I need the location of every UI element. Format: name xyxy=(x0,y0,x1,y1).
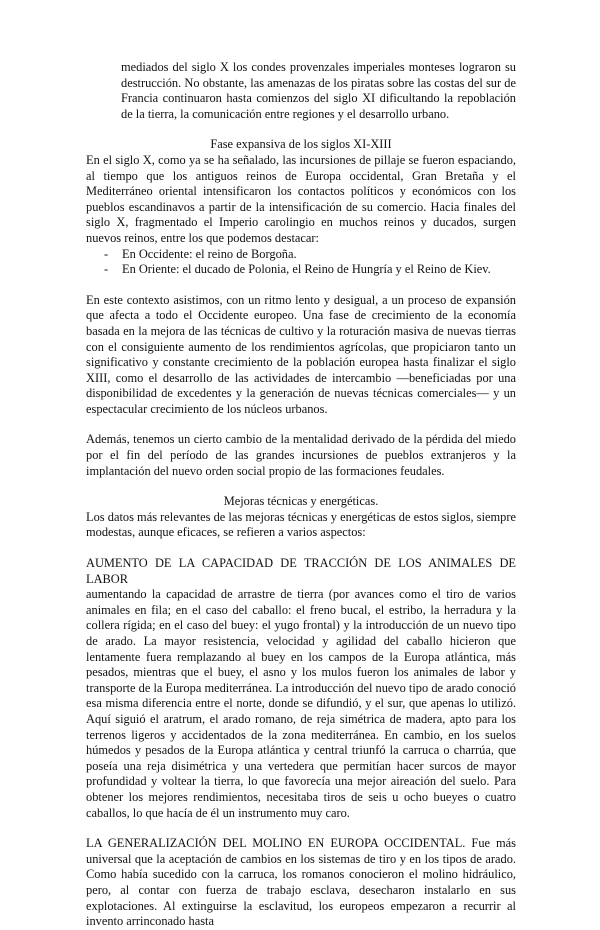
paragraph-mejoras-intro: Los datos más relevantes de las mejoras técnicas y energéticas de estos siglos, siempre modestas, aunque eficaces, se refieren a varios aspectos: xyxy=(86,509,516,540)
spacer xyxy=(86,417,516,432)
paragraph-mentalidad: Además, tenemos un cierto cambio de la mentalidad derivado de la pérdida del miedo por el fin del período de las grandes incursiones de pueblos extranjeros y la implantación del nuevo orden social propio de las formaciones feudales. xyxy=(86,432,516,478)
dash-bullet: - xyxy=(104,246,109,261)
paragraph-molino-text: Fue más universal que la aceptación de cambios en los sistemas de tiro y en los tipos de arado. Como había sucedido con la carruca, los romanos conocieron el molino hidráulico, pero, al contar con fuerza de trabajo esclava, desecharon instalarlo en sus explotaciones. Al extinguirse la esclavitud, los europeos empezaron a recurrir al invento arrinconado hasta xyxy=(86,836,516,929)
paragraph-siglo-x: En el siglo X, como ya se ha señalado, las incursiones de pillaje se fueron espaciando, al tiempo que los antiguos reinos de Europa occidental, Gran Bretaña y el Mediterráneo oriental intensificaron los contactos políticos y económicos con los pueblos escandinavos a partir de la intensificación de su comercio. Hacia finales del siglo X, fragmentado el Imperio carolingio en muchos reinos y ducados, surgen nuevos reinos, entre los que podemos destacar: xyxy=(86,152,516,245)
paragraph-traccion: aumentando la capacidad de arrastre de tierra (por avances como el tiro de varios animales en fila; en el caso del caballo: el freno bucal, el estribo, la herradura y la collera rígida; en el caso del buey: el yugo frontal) y la introducción de un nuevo tipo de arado. La mayor resistencia, velocidad y agilidad del caballo hicieron que lentamente fuera remplazando al buey en los campos de la Europa atlántica, más pesados, mientras que el buey, el asno y los mulos fueron los animales de labor y transporte de la Europa mediterránea. La introducción del nuevo tipo de arado conoció esa misma diferencia entre el norte, donde se difundió, y el sur, que apenas lo utilizó. Aquí siguió el aratrum, el arado romano, de reja simétrica de madera, apto para los terrenos ligeros y accidentados de la zona mediterránea. En cambio, en los suelos húmedos y pesados de la Europa atlántica y central triunfó la carruca o charrúa, que poseía una reja disimétrica y una vertedera que permitían hacer surcos de mayor profundidad y voltear la tierra, lo que favorecía una mejor aireación del suelo. Para obtener los mejores rendimientos, necesitaba tiros de seis u ocho bueyes o cuatro caballos, lo que hacía de él un instrumento muy caro. xyxy=(86,587,516,820)
spacer xyxy=(86,122,516,137)
list-item-text: En Oriente: el ducado de Polonia, el Reino de Hungría y el Reino de Kiev. xyxy=(122,262,491,277)
paragraph-expansion: En este contexto asistimos, con un ritmo lento y desigual, a un proceso de expansión que afecta a todo el Occidente europeo. Una fase de crecimiento de la economía basada en la mejora de las técnicas de cultivo y la roturación masiva de nuevas tierras con el consiguiente aumento de los rendimientos agrícolas, que propiciaron tanto un significativo y constante crecimiento de la población europea hasta finalizar el siglo XIII, como el desarrollo de las actividades de intercambio —beneficiadas por una disponibilidad de excedentes y la generación de nuevas técnicas comerciales— y un espectacular crecimiento de los núcleos urbanos. xyxy=(86,292,516,416)
spacer xyxy=(86,278,516,293)
list-item xyxy=(104,262,516,278)
spacer xyxy=(86,541,516,556)
section-title-expansion: Fase expansiva de los siglos XI-XIII xyxy=(210,137,392,152)
intro-paragraph: mediados del siglo X los condes provenzales imperiales monteses lograron su destrucción. No obstante, las amenazas de los piratas sobre las costas del sur de Francia continuaron hasta comienzos del siglo XI dificultando la repoblación de la tierra, la comunicación entre regiones y el desarrollo urbano. xyxy=(121,60,516,121)
spacer xyxy=(86,821,516,836)
section-title-mejoras: Mejoras técnicas y energéticas. xyxy=(223,494,379,509)
list-item xyxy=(104,247,516,263)
list-item-text: En Occidente: el reino de Borgoña. xyxy=(122,246,297,261)
kingdoms-list xyxy=(86,247,516,278)
heading-traccion: AUMENTO DE LA CAPACIDAD DE TRACCIÓN DE LOS ANIMALES DE LABOR xyxy=(86,556,516,586)
spacer xyxy=(86,479,516,494)
dash-bullet: - xyxy=(104,262,109,277)
heading-molino: LA GENERALIZACIÓN DEL MOLINO EN EUROPA OCCIDENTAL. xyxy=(86,836,466,851)
paragraph-molino xyxy=(86,836,516,930)
